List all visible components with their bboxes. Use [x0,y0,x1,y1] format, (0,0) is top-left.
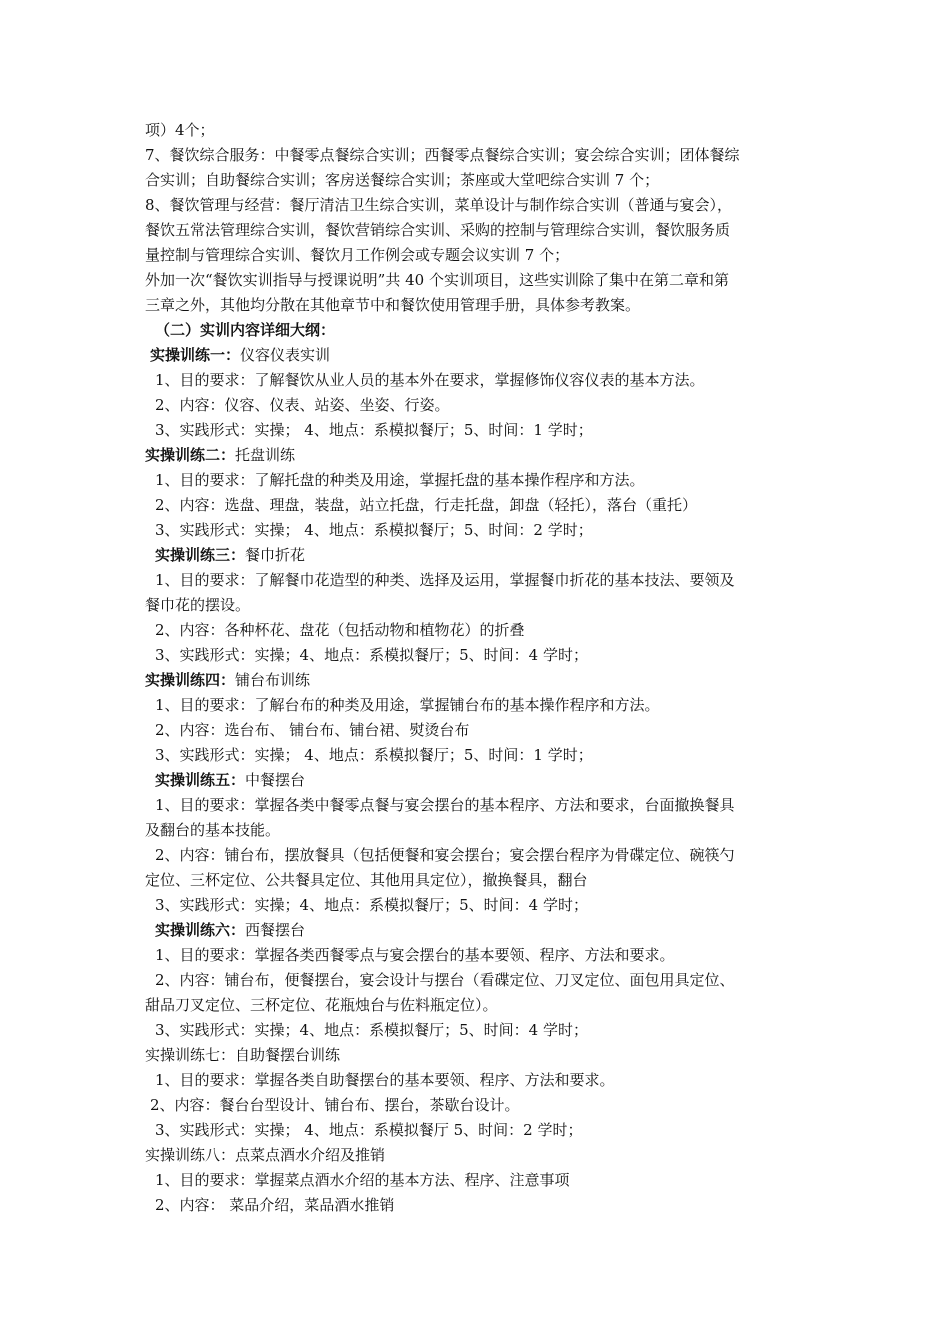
training-heading [145,543,817,568]
training-item: 1、目的要求：了解餐饮从业人员的基本外在要求，掌握修饰仪容仪表的基本方法。 [155,371,705,389]
training-item: 1、目的要求：了解台布的种类及用途，掌握铺台布的基本操作程序和方法。 [155,696,660,714]
training-heading-label: 实操训练一： [150,346,241,364]
training-item: 1、目的要求：掌握各类自助餐摆台的基本要领、程序、方法和要求。 [155,1071,615,1089]
training-heading-title: 中餐摆台 [245,771,306,789]
training-heading-title: 铺台布训练 [235,671,311,689]
training-heading-label: 实操训练六： [155,921,246,939]
training-heading-label: 实操训练三： [155,546,246,564]
paragraph-line: 合实训；自助餐综合实训；客房送餐综合实训；茶座或大堂吧综合实训 7 个； [145,171,660,189]
training-item: 定位、三杯定位、公共餐具定位、其他用具定位），撤换餐具，翻台 [145,871,588,889]
training-item: 1、目的要求：了解托盘的种类及用途，掌握托盘的基本操作程序和方法。 [155,471,645,489]
training-item: 餐巾花的摆设。 [145,596,251,614]
training-heading [145,443,817,468]
paragraph-line: 7、餐饮综合服务：中餐零点餐综合实训；西餐零点餐综合实训；宴会综合实训；团体餐综 [145,146,740,164]
training-item: 1、目的要求：掌握菜点酒水介绍的基本方法、程序、注意事项 [155,1171,570,1189]
training-item: 及翻台的基本技能。 [145,821,281,839]
training-item: 3、实践形式：实操； 4、地点：系模拟餐厅；5、时间：1 学时； [155,746,593,764]
training-item: 3、实践形式：实操；4、地点：系模拟餐厅；5、时间：4 学时； [155,896,588,914]
training-heading-label: 实操训练五： [155,771,246,789]
paragraph-line: 外加一次“餐饮实训指导与授课说明”共 40 个实训项目，这些实训除了集中在第二章和第 [145,271,729,289]
paragraph-line: 项）4个； [145,121,215,139]
training-item: 2、内容：餐台台型设计、铺台布、摆台，茶歇台设计。 [150,1096,520,1114]
training-heading [145,768,817,793]
paragraph-line: 8、餐饮管理与经营：餐厅清洁卫生综合实训，菜单设计与制作综合实训（普通与宴会）， [145,196,733,214]
training-heading-title: 托盘训练 [235,446,296,464]
training-item: 2、内容：仪容、仪表、站姿、坐姿、行姿。 [155,396,450,414]
training-item: 2、内容：铺台布，摆放餐具（包括便餐和宴会摆台；宴会摆台程序为骨碟定位、碗筷勺 [155,846,735,864]
training-item: 3、实践形式：实操； 4、地点：系模拟餐厅；5、时间：1 学时； [155,421,593,439]
paragraph-line: 三章之外，其他均分散在其他章节中和餐饮使用管理手册，具体参考教案。 [145,296,641,314]
document-page [145,118,817,1218]
training-item: 1、目的要求：掌握各类西餐零点与宴会摆台的基本要领、程序、方法和要求。 [155,946,675,964]
training-item: 3、实践形式：实操；4、地点：系模拟餐厅；5、时间：4 学时； [155,1021,588,1039]
training-heading [145,918,817,943]
training-heading-label: 实操训练四： [145,671,236,689]
training-item: 1、目的要求：了解餐巾花造型的种类、选择及运用，掌握餐巾折花的基本技法、要领及 [155,571,735,589]
section-title: （二）实训内容详细大纲： [155,321,336,339]
training-heading-title: 仪容仪表实训 [240,346,331,364]
training-heading-label: 实操训练二： [145,446,236,464]
training-item: 3、实践形式：实操； 4、地点：系模拟餐厅；5、时间：2 学时； [155,521,593,539]
training-item: 2、内容：各种杯花、盘花（包括动物和植物花）的折叠 [155,621,525,639]
paragraph-line: 量控制与管理综合实训、餐饮月工作例会或专题会议实训 7 个； [145,246,570,264]
training-heading: 实操训练八：点菜点酒水介绍及推销 [145,1146,386,1164]
training-heading-title: 餐巾折花 [245,546,306,564]
training-item: 3、实践形式：实操； 4、地点：系模拟餐厅 5、时间：2 学时； [155,1121,583,1139]
paragraph-line: 餐饮五常法管理综合实训，餐饮营销综合实训、采购的控制与管理综合实训，餐饮服务质 [145,221,731,239]
training-item: 2、内容：铺台布，便餐摆台，宴会设计与摆台（看碟定位、刀叉定位、面包用具定位、 [155,971,735,989]
training-heading [145,668,817,693]
training-item: 3、实践形式：实操；4、地点：系模拟餐厅；5、时间：4 学时； [155,646,588,664]
training-heading-title: 西餐摆台 [245,921,306,939]
training-item: 2、内容： 菜品介绍，菜品酒水推销 [155,1196,395,1214]
training-item: 2、内容：选盘、理盘，装盘，站立托盘，行走托盘，卸盘（轻托），落台（重托） [155,496,698,514]
training-heading: 实操训练七：自助餐摆台训练 [145,1046,341,1064]
training-heading [145,343,817,368]
training-item: 甜品刀叉定位、三杯定位、花瓶烛台与佐料瓶定位）。 [145,996,498,1014]
training-item: 1、目的要求：掌握各类中餐零点餐与宴会摆台的基本程序、方法和要求，台面撤换餐具 [155,796,735,814]
training-item: 2、内容：选台布、 铺台布、铺台裙、熨烫台布 [155,721,470,739]
